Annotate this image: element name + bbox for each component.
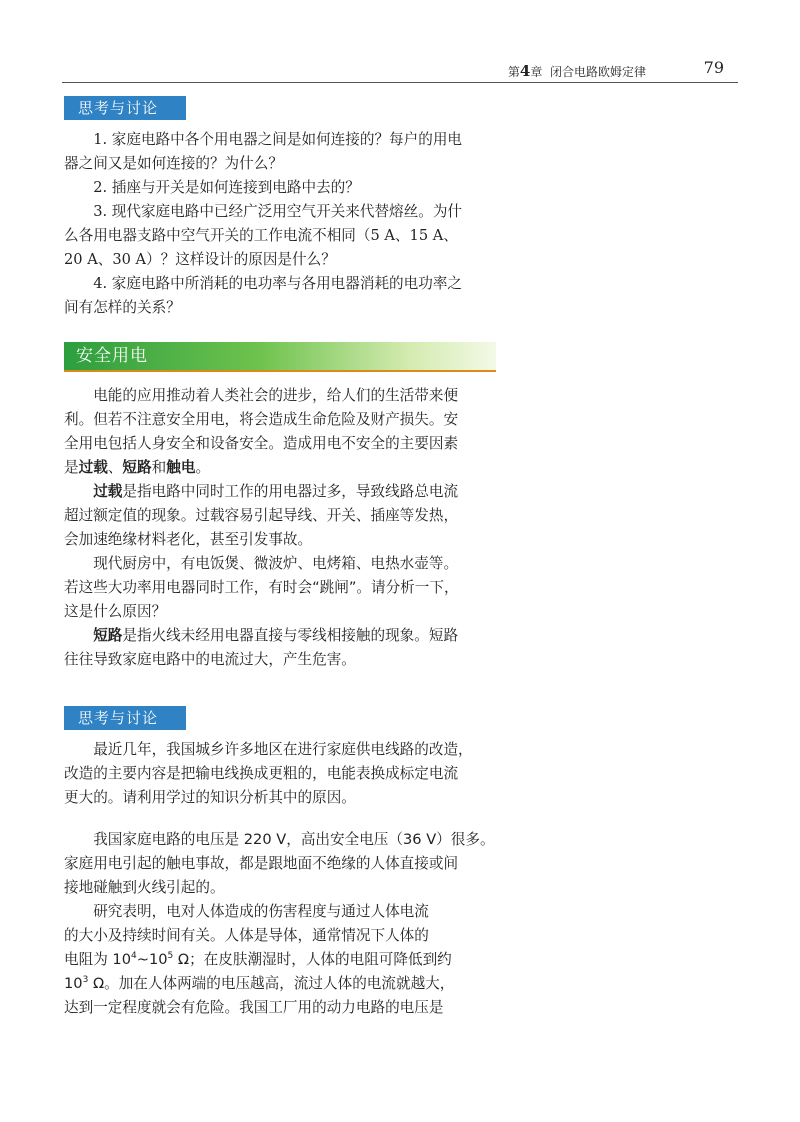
period: 。 (195, 459, 211, 476)
safety-paragraph-3: 现代厨房中，有电饭煲、微波炉、电烤箱、电热水壶等。 若这些大功率用电器同时工作，有时会“跳闸”。请分析一下， 这是什么原因？ (64, 555, 459, 620)
body-paragraph-2 (64, 900, 496, 1020)
keyword-overload-def: 过载 (93, 483, 123, 500)
body-text (64, 828, 496, 1020)
keyword-short-circuit-def: 短路 (93, 627, 123, 644)
exponent: 3 (82, 975, 89, 986)
resistance-text-c: Ω；在皮肤潮湿时，人体的电阻可降低到约 10 (64, 951, 452, 992)
keyword-overload: 过载 (78, 459, 108, 476)
short-circuit-definition: 是指火线未经用电器直接与零线相接触的现象。短路 往往导致家庭电路中的电流过大，产生危害。 (64, 627, 459, 668)
section-heading-safe-electricity (64, 342, 496, 372)
separator: 、 (107, 459, 123, 476)
section-title: 安全用电 (76, 346, 148, 366)
overload-definition: 是指电路中同时工作的用电器过多，导致线路总电流 超过额定值的现象。过载容易引起导线、开关、插座等发热， 会加速绝缘材料老化，甚至引发事故。 (64, 483, 459, 548)
chapter-prefix: 第 (507, 65, 520, 79)
exponent: 4 (131, 951, 137, 962)
question-3: 3. 现代家庭电路中已经广泛用空气开关来代替熔丝。为什 么各用电器支路中空气开关的工作电流不相同（5 A、15 A、 20 A、30 A）？这样设计的原因是什么？ (64, 203, 463, 268)
chapter-name: 闭合电路欧姆定律 (549, 65, 646, 79)
question-1: 1. 家庭电路中各个用电器之间是如何连接的？每户的用电 器之间又是如何连接的？为什么？ (64, 131, 463, 172)
keyword-short-circuit: 短路 (122, 459, 152, 476)
body-paragraph-1: 我国家庭电路的电压是 220 V，高出安全电压（36 V）很多。 家庭用电引起的触电事故，都是跟地面不绝缘的人体直接或间 接地碰触到火线引起的。 (64, 831, 495, 896)
resistance-text-d: Ω。加在人体两端的电压越高，流过人体的电流就越大， 达到一定程度就会有危险。我国工厂用的动力电路的电压是 (64, 975, 455, 1016)
chapter-suffix: 章 (530, 65, 543, 79)
safety-intro: 电能的应用推动着人类社会的进步，给人们的生活带来便 利。但若不注意安全用电，将会造成生命危险及财产损失。安 全用电包括人身安全和设备安全。造成用电不安全的主要因素 是 (64, 387, 459, 476)
resistance-text-b: ~10 (136, 951, 168, 968)
discussion-2-text: 最近几年，我国城乡许多地区在进行家庭供电线路的改造， 改造的主要内容是把输电线换成更粗的，电能表换成标定电流 更大的。请利用学过的知识分析其中的原因。 (64, 741, 473, 806)
separator: 和 (151, 459, 167, 476)
discussion-label-2: 思考与讨论 (64, 706, 186, 730)
page-header (62, 60, 738, 83)
safety-paragraph-1 (64, 384, 496, 480)
safety-text (64, 384, 496, 672)
chapter-number: 4 (519, 62, 531, 80)
exponent: 5 (167, 951, 174, 962)
question-2: 2. 插座与开关是如何连接到电路中去的？ (93, 179, 360, 196)
question-4: 4. 家庭电路中所消耗的电功率与各用电器消耗的电功率之 间有怎样的关系？ (64, 275, 463, 316)
discussion-questions-2 (64, 738, 496, 810)
safety-paragraph-4 (64, 624, 496, 672)
chapter-title (508, 62, 646, 80)
discussion-questions-1 (64, 128, 496, 320)
safety-paragraph-2 (64, 480, 496, 552)
page-number: 79 (703, 58, 724, 77)
resistance-text-a: 研究表明，电对人体造成的伤害程度与通过人体电流 的大小及持续时间有关。人体是导体，通常情况下人体的 电阻为 10 (64, 903, 429, 968)
discussion-label-1: 思考与讨论 (64, 96, 186, 120)
keyword-electric-shock: 触电 (166, 459, 196, 476)
